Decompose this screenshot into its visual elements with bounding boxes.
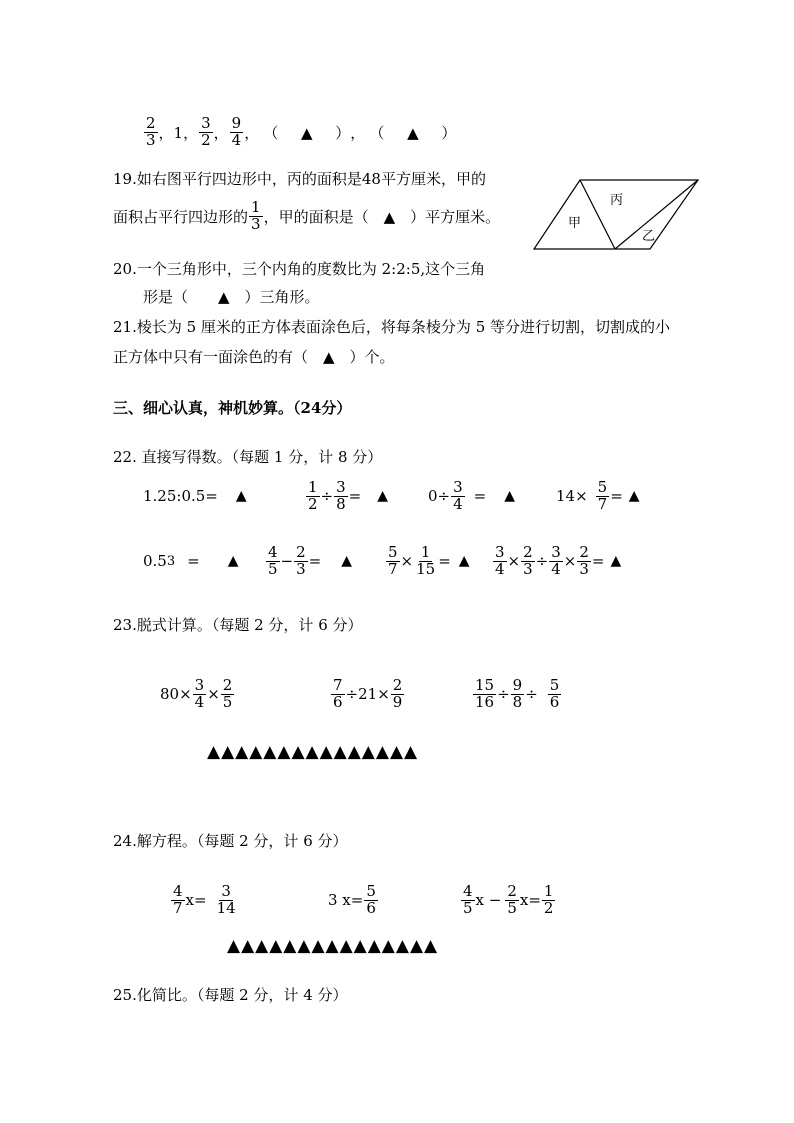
q23-answer-marks: ▲▲▲▲▲▲▲▲▲▲▲▲▲▲▲ (207, 742, 419, 762)
q22-row2-item-d: $\frac{3}{4}$ × $\frac{2}{3}$ ÷ $\frac{3}{4}$ × $\frac{2}{3}$ = ▲ (495, 542, 622, 578)
q20-line1: 20.一个三角形中，三个内角的度数比为 2:2:5,这个三角 (113, 260, 486, 278)
q19-line2-post: ，甲的面积是（ ▲ ）平方厘米。 (263, 207, 501, 226)
fraction: $\frac{2}{5}$ (507, 881, 517, 917)
expr-text: x − (475, 891, 502, 909)
divider-line-1 (580, 180, 615, 249)
operator: × (400, 552, 414, 570)
answer-mark-icon: ▲ (377, 488, 389, 504)
fraction: $\frac{2}{9}$ (392, 675, 403, 711)
q19-line1: 19.如右图平行四边形中，丙的面积是48平方厘米，甲的 (113, 170, 486, 188)
q22-row1-item-b: $\frac{1}{2}$ ÷ $\frac{3}{8}$ = ▲ (308, 477, 389, 513)
fraction: $\frac{5}{7}$ (597, 477, 608, 513)
expr-text: 0÷ (428, 487, 451, 505)
fraction: $\frac{2}{3}$ (296, 542, 306, 578)
answer-mark-icon: ▲ (235, 488, 247, 504)
fraction: $\frac{3}{4}$ (495, 542, 505, 578)
expr-text: 1.25:0.5= (143, 487, 218, 505)
fraction: $\frac{9}{4}$ (231, 114, 242, 149)
q21-line2: 正方体中只有一面涂色的有（ ▲ ）个。 (113, 348, 395, 366)
answer-mark-icon: ▲ (628, 488, 640, 504)
q18-blank-2[interactable]: （ ▲ ） (369, 123, 457, 142)
q18-sequence-line: $\frac{2}{3}$ ，1， $\frac{3}{2}$ ， $\frac{9}{4}$ ， （ ▲ ） ， （ ▲ ） (146, 114, 457, 149)
answer-mark-icon: ▲ (227, 553, 239, 569)
fraction: $\frac{2}{3}$ (579, 542, 589, 578)
expr-text: = (473, 487, 487, 505)
fraction: $\frac{3}{2}$ (201, 114, 211, 149)
section-3-heading: 三、细心认真，神机妙算。（24分） (113, 399, 352, 417)
fraction: $\frac{1}{3}$ (251, 198, 261, 233)
q25-title: 25.化简比。（每题 2 分，计 4 分） (113, 986, 348, 1004)
answer-mark-icon: ▲ (610, 553, 622, 569)
q23-expr-1: 80× $\frac{3}{4}$ × $\frac{2}{5}$ (160, 675, 233, 711)
fraction: $\frac{3}{4}$ (194, 675, 205, 711)
answer-mark-icon: ▲ (458, 553, 470, 569)
fraction: $\frac{1}{2}$ (308, 477, 318, 513)
expr-text: ÷21× (345, 685, 390, 703)
expr-text: = (610, 487, 623, 505)
q24-eq-1 (170, 882, 239, 918)
parallelogram-figure (530, 176, 702, 252)
label-bing: 丙 (610, 193, 624, 208)
fraction: $\frac{3}{8}$ (336, 477, 346, 513)
q20-line2: 形是（ ▲ ）三角形。 (143, 288, 320, 306)
q22-row2-item-c: $\frac{5}{7}$ × $\frac{1}{15}$ = ▲ (388, 542, 470, 578)
q21-line1: 21.棱长为 5 厘米的正方体表面涂色后，将每条棱分为 5 等分进行切割，切割成的小 (113, 318, 671, 336)
q18-blank-1[interactable]: （ ▲ ） (263, 123, 351, 142)
q22-row1-item-d (556, 478, 640, 514)
q22-title: 22. 直接写得数。（每题 1 分，计 8 分） (113, 448, 383, 466)
q24-eq-3 (460, 882, 556, 918)
fraction: $\frac{5}{6}$ (549, 675, 560, 711)
fraction: $\frac{3}{4}$ (453, 477, 463, 513)
fraction: $\frac{3}{14}$ (216, 881, 236, 917)
fraction: $\frac{9}{8}$ (512, 675, 523, 711)
operator: − (280, 552, 294, 570)
fraction: $\frac{3}{4}$ (551, 542, 561, 578)
parallelogram-outline (534, 180, 698, 249)
fraction: $\frac{2}{5}$ (222, 675, 233, 711)
operator: ÷ (320, 487, 334, 505)
fraction: $\frac{5}{6}$ (366, 881, 376, 917)
q22-row2-item-a (143, 543, 239, 579)
fraction: $\frac{4}{5}$ (463, 881, 473, 917)
fraction: $\frac{7}{6}$ (333, 675, 343, 711)
expr-text: x= (185, 891, 207, 909)
q19-line2 (113, 200, 500, 233)
q24-eq-2 (328, 882, 379, 918)
fraction: $\frac{5}{7}$ (388, 542, 398, 578)
expr-text: 14× (556, 487, 588, 505)
q23-expr-2 (330, 676, 405, 712)
q22-row1-item-a (143, 478, 247, 514)
q24-answer-marks: ▲▲▲▲▲▲▲▲▲▲▲▲▲▲▲ (227, 936, 439, 956)
answer-mark-icon: ▲ (504, 488, 516, 504)
q24-title: 24.解方程。（每题 2 分，计 6 分） (113, 832, 348, 850)
expr-text: 0.5 (143, 552, 167, 570)
expr-text: 3 x= (328, 891, 364, 909)
q22-row2-item-b: $\frac{4}{5}$ − $\frac{2}{3}$ = ▲ (268, 542, 353, 578)
fraction: $\frac{4}{5}$ (268, 542, 278, 578)
q19-line2-pre: 面积占平行四边形的 (113, 207, 249, 226)
q23-expr-3: $\frac{15}{16}$ ÷ $\frac{9}{8}$ ÷ $\frac{5}{6}$ (475, 675, 560, 711)
expr-text: 80× (160, 685, 192, 703)
expr-text: = (187, 552, 200, 570)
fraction: $\frac{2}{3}$ (146, 114, 156, 149)
fraction: $\frac{1}{15}$ (416, 542, 436, 578)
label-yi: 乙 (642, 229, 656, 244)
answer-mark-icon: ▲ (341, 553, 353, 569)
fraction: $\frac{1}{2}$ (543, 881, 554, 917)
label-jia: 甲 (568, 216, 582, 231)
exponent: 3 (166, 553, 176, 569)
q22-row1-item-c (428, 478, 515, 514)
q23-title: 23.脱式计算。（每题 2 分，计 6 分） (113, 616, 363, 634)
expr-text: x= (519, 891, 541, 909)
fraction: $\frac{4}{7}$ (173, 881, 183, 917)
fraction: $\frac{2}{3}$ (523, 542, 533, 578)
fraction: $\frac{15}{16}$ (475, 675, 495, 711)
